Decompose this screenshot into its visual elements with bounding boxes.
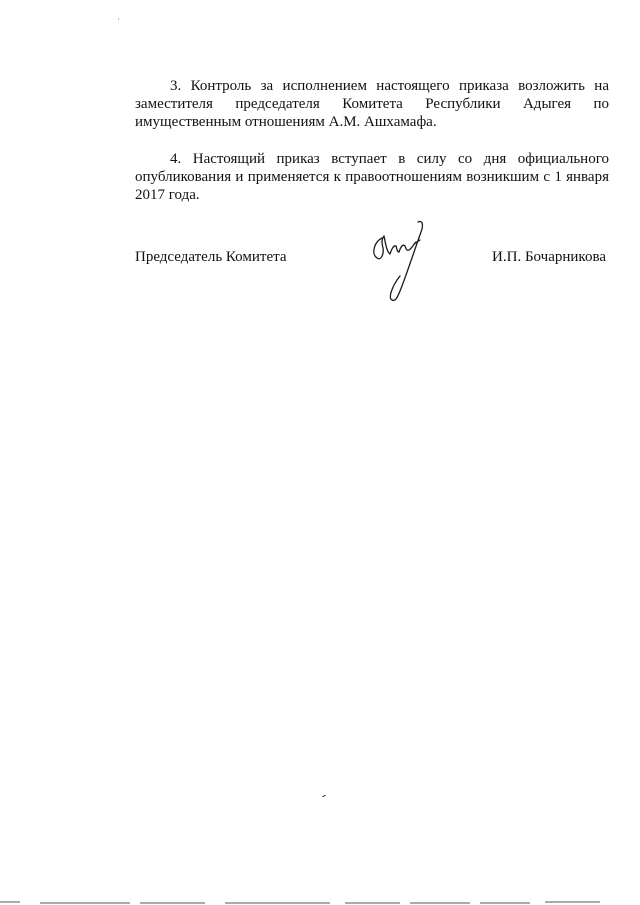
paragraph-4: 4. Настоящий приказ вступает в силу со дня официального опубликования и применяется к правоотношениям возникшим с 1 января 2017 года. <box>135 151 609 203</box>
signer-name: И.П. Бочарникова <box>492 249 606 265</box>
scan-bottom-edge <box>0 900 640 905</box>
paragraph-3: 3. Контроль за исполнением настоящего приказа возложить на заместителя председателя Комитета Республики Адыгея по имущественным отношениям А.М. Ашхамафа. <box>135 78 609 130</box>
handwritten-signature-icon <box>368 218 434 308</box>
scan-speck <box>322 795 326 797</box>
scan-artifact <box>118 18 119 20</box>
signer-position: Председатель Комитета <box>135 249 287 265</box>
